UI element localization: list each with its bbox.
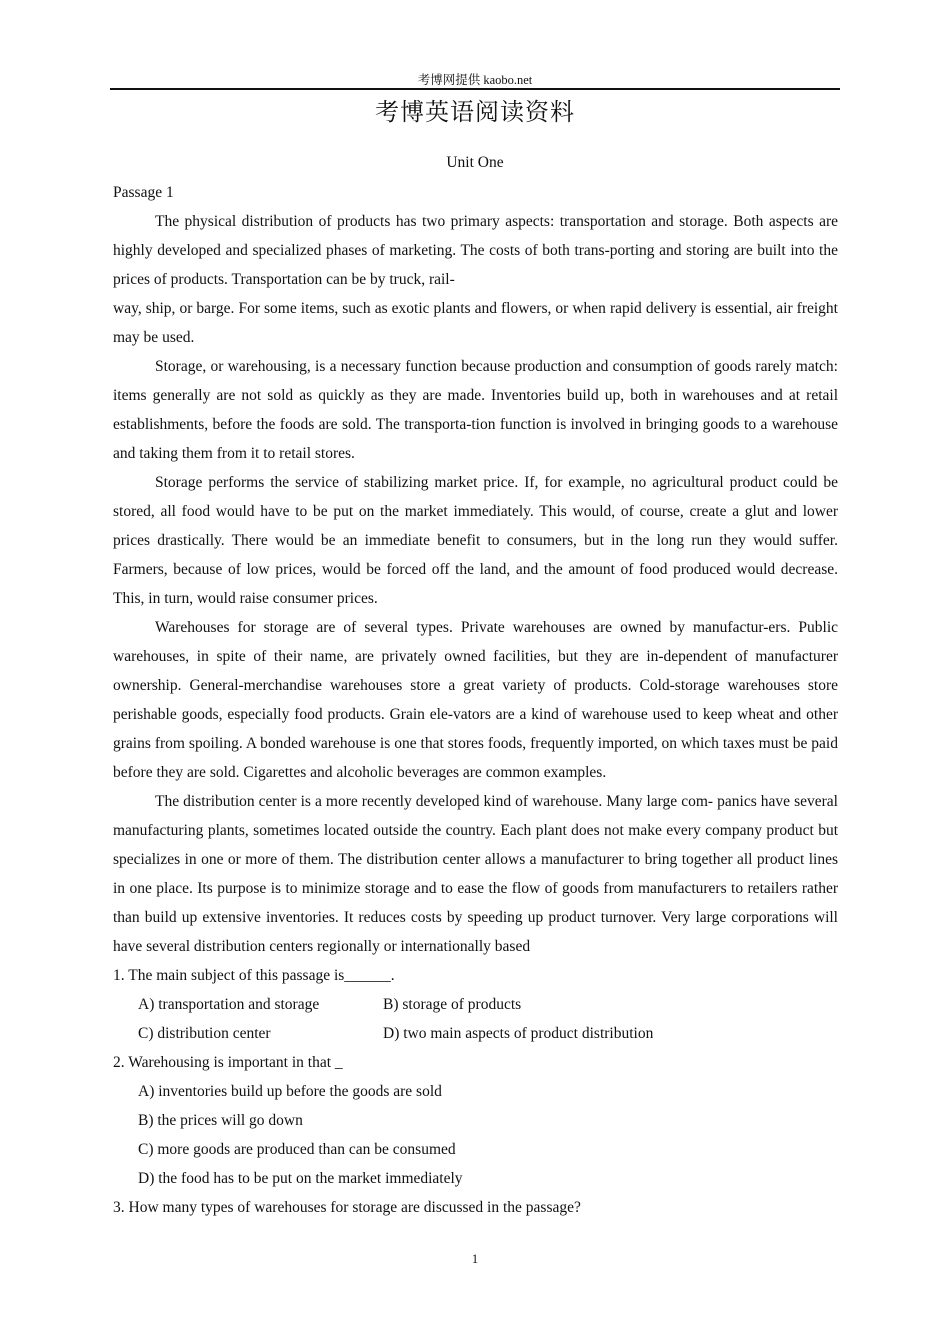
header-rule	[110, 88, 840, 90]
question-stem: 3. How many types of warehouses for storage are discussed in the passage?	[113, 1199, 581, 1216]
paragraph: Storage, or warehousing, is a necessary function because production and consumption of goods rarely match: items generally are not sold as quickly as they are made. Inventories build up, both in warehouses and at retail establishments, before the foods are sold. The transporta-tion function is involved in bringing goods to a warehouse and taking them from it to retail stores.	[113, 358, 838, 462]
page-header: 考博网提供 kaobo.net	[417, 73, 533, 87]
document-title: 考博英语阅读资料	[375, 98, 575, 126]
option: B) storage of products	[383, 996, 522, 1013]
passage-label: Passage 1	[113, 184, 174, 201]
paragraph: Storage performs the service of stabilizing market price. If, for example, no agricultural product could be stored, all food would have to be put on the market immediately. This would, of course, create a glut and lower prices drastically. There would be an immediate benefit to consumers, but in the long run they would suffer. Farmers, because of low prices, would be forced off the land, and the amount of food produced would decrease. This, in turn, would raise consumer prices.	[113, 474, 838, 607]
document-body	[113, 178, 838, 1222]
option: B) the prices will go down	[138, 1112, 303, 1129]
paragraph: Warehouses for storage are of several types. Private warehouses are owned by manufactur-ers. Public warehouses, in spite of their name, are privately owned facilities, but they are in-dependent of manufacturer ownership. General-merchandise warehouses store a great variety of products. Cold-storage warehouses store perishable goods, especially food products. Grain ele-vators are a kind of warehouse used to keep wheat and other grains from spoiling. A bonded warehouse is one that stores foods, frequently imported, on which taxes must be paid before they are sold. Cigarettes and alcoholic beverages are common examples.	[113, 619, 838, 781]
option: D) two main aspects of product distribution	[383, 1025, 654, 1042]
paragraph: The distribution center is a more recently developed kind of warehouse. Many large com- panics have several manufacturing plants, sometimes located outside the country. Each plant does not make every company product but specializes in one or more of them. The distribution center allows a manufacturer to bring together all product lines in one place. Its purpose is to minimize storage and to ease the flow of goods from manufacturers to retailers rather than build up extensive inventories. It reduces costs by speeding up product turnover. Very large corporations will have several distribution centers regionally or internationally based	[113, 793, 838, 955]
option: A) transportation and storage	[138, 996, 320, 1013]
unit-heading: Unit One	[446, 154, 504, 171]
paragraph-continuation: way, ship, or barge. For some items, such as exotic plants and flowers, or when rapid delivery is essential, air freight may be used.	[113, 300, 838, 346]
option: C) distribution center	[138, 1025, 271, 1042]
option-row	[113, 1019, 838, 1048]
option: A) inventories build up before the goods are sold	[138, 1083, 442, 1100]
question-stem: 2. Warehousing is important in that _	[113, 1054, 343, 1071]
option: D) the food has to be put on the market immediately	[138, 1170, 463, 1187]
page-number: 1	[471, 1252, 479, 1266]
question-stem: 1. The main subject of this passage is______.	[113, 967, 395, 984]
paragraph: The physical distribution of products has two primary aspects: transportation and storage. Both aspects are highly developed and specialized phases of marketing. The costs of both trans-porting and storing are built into the prices of products. Transportation can be by truck, rail-	[113, 213, 838, 288]
option: C) more goods are produced than can be consumed	[138, 1141, 456, 1158]
option-row	[113, 990, 838, 1019]
